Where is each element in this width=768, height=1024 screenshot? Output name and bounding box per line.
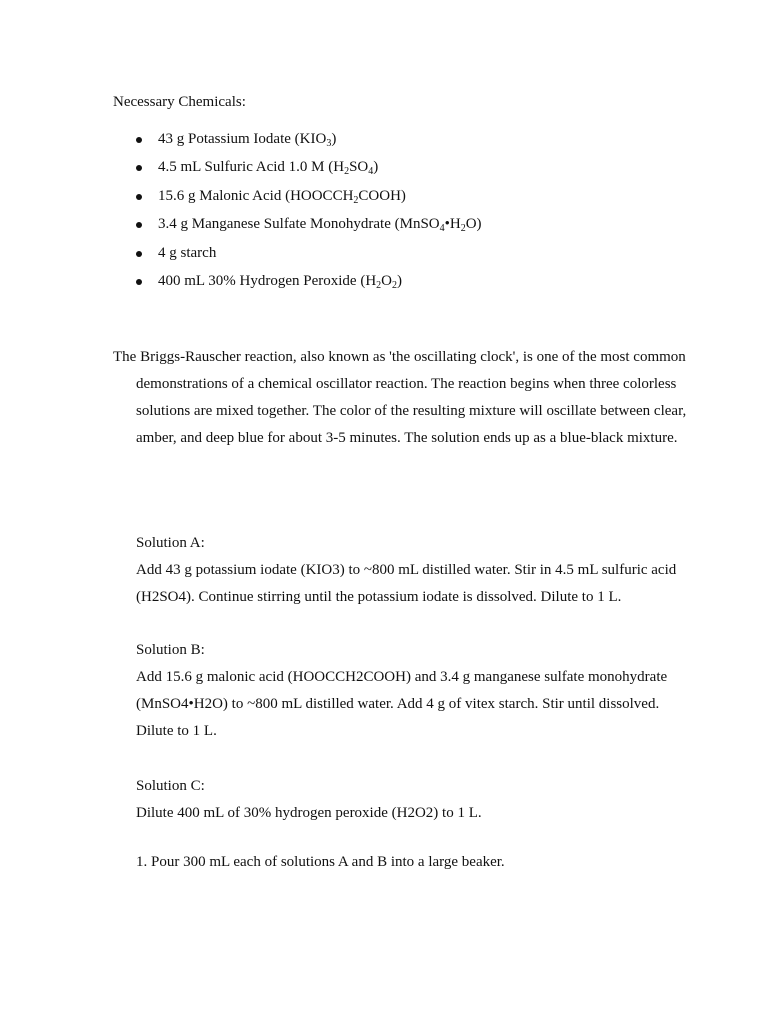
chemical-text: 400 mL 30% Hydrogen Peroxide $(H_2O_2)$ xyxy=(158,272,402,291)
chemicals-heading: Necessary Chemicals: xyxy=(113,94,246,110)
bullet-icon xyxy=(136,251,142,257)
solution-title: Solution B: xyxy=(136,642,205,658)
procedure-step: 1. Pour 300 mL each of solutions A and B into a large beaker. xyxy=(136,854,505,870)
chemical-text: 3.4 g Manganese Sulfate Monohydrate $(MnSO_4•H_2O)$ xyxy=(158,216,482,235)
chemical-text: 43 g Potassium Iodate $(KIO_3)$ xyxy=(158,131,337,149)
bullet-icon xyxy=(136,222,142,228)
solution-body: Add 15.6 g malonic acid (HOOCCH2COOH) and 3.4 g manganese sulfate monohydrate (MnSO4•H2O) to ~800 mL distilled water. Add 4 g of vitex starch. Stir until dissolved. Dilute to 1 L. xyxy=(136,669,668,739)
chemical-text: 4 g starch xyxy=(158,244,217,261)
chemical-text: 4.5 mL Sulfuric Acid 1.0 M $(H_2SO_4)$ xyxy=(158,159,379,178)
chemical-text: 15.6 g Malonic Acid $(HOOCCH_2COOH)$ xyxy=(158,187,406,206)
solution-c xyxy=(136,773,696,827)
bullet-icon xyxy=(136,194,142,200)
solution-a xyxy=(136,530,696,611)
solution-b xyxy=(136,637,696,745)
bullet-icon xyxy=(136,279,142,285)
solution-title: Solution C: xyxy=(136,778,205,794)
solution-body: Dilute 400 mL of 30% hydrogen peroxide (H2O2) to 1 L. xyxy=(136,805,482,821)
bullet-icon xyxy=(136,137,142,143)
intro-paragraph: The Briggs-Rauscher reaction, also known as 'the oscillating clock', is one of the most common demonstrations of a chemical oscillator reaction. The reaction begins when three colorless solutions are mixed together. The color of the resulting mixture will oscillate between clear, amber, and deep blue for about 3-5 minutes. The solution ends up as a blue-black mixture. xyxy=(113,349,687,446)
solution-body: Add 43 g potassium iodate (KIO3) to ~800 mL distilled water. Stir in 4.5 mL sulfuric acid (H2SO4). Continue stirring until the potassium iodate is dissolved. Dilute to 1 L. xyxy=(136,562,677,605)
bullet-icon xyxy=(136,165,142,171)
solution-title: Solution A: xyxy=(136,535,205,551)
